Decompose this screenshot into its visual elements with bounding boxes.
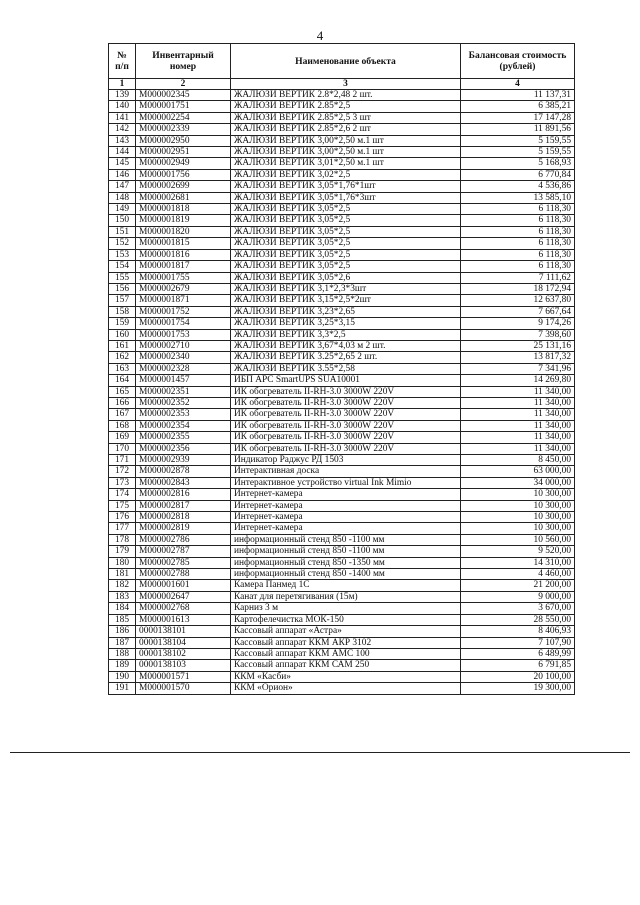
book-value-cell: 14 310,00 <box>461 557 575 568</box>
row-number-cell: 159 <box>109 318 136 329</box>
table-row <box>109 283 575 294</box>
table-row <box>109 648 575 659</box>
inventory-number-cell: М000002843 <box>136 477 231 488</box>
book-value-cell: 7 667,64 <box>461 306 575 317</box>
book-value-cell: 5 168,93 <box>461 158 575 169</box>
table-row <box>109 101 575 112</box>
table-row <box>109 272 575 283</box>
inventory-number-cell: М000002679 <box>136 283 231 294</box>
inventory-number-cell: М000002356 <box>136 443 231 454</box>
object-name-cell: ИК обогреватель II-RH-3.0 3000W 220V <box>231 386 461 397</box>
object-name-cell: Канат для перетягивания (15м) <box>231 591 461 602</box>
table-row <box>109 238 575 249</box>
inventory-number-cell: М000001570 <box>136 683 231 694</box>
object-name-cell: ЖАЛЮЗИ ВЕРТИК 2.85*2,5 <box>231 101 461 112</box>
inventory-number-cell: М000002699 <box>136 181 231 192</box>
object-name-cell: Кассовый аппарат ККМ АКР 3102 <box>231 637 461 648</box>
inventory-number-cell: М000002785 <box>136 557 231 568</box>
row-number-cell: 158 <box>109 306 136 317</box>
inventory-number-cell: М000002819 <box>136 523 231 534</box>
book-value-cell: 10 560,00 <box>461 534 575 545</box>
row-number-cell: 171 <box>109 455 136 466</box>
header-inventory-number: Инвентарный номер <box>136 44 231 79</box>
object-name-cell: ЖАЛЮЗИ ВЕРТИК 2.85*2,5 3 шт <box>231 112 461 123</box>
book-value-cell: 3 670,00 <box>461 603 575 614</box>
table-body <box>109 90 575 695</box>
book-value-cell: 10 300,00 <box>461 500 575 511</box>
page-number: 4 <box>316 28 324 43</box>
book-value-cell: 6 385,21 <box>461 101 575 112</box>
inventory-number-cell: М000001871 <box>136 295 231 306</box>
table-row <box>109 147 575 158</box>
inventory-number-cell: М000002816 <box>136 489 231 500</box>
table-row <box>109 683 575 694</box>
row-number-cell: 167 <box>109 409 136 420</box>
row-number-cell: 169 <box>109 432 136 443</box>
table-row <box>109 626 575 637</box>
object-name-cell: ИК обогреватель II-RH-3.0 3000W 220V <box>231 397 461 408</box>
object-name-cell: ЖАЛЮЗИ ВЕРТИК 2.85*2,6 2 шт <box>231 124 461 135</box>
object-name-cell: информационный стенд 850 -1100 мм <box>231 534 461 545</box>
object-name-cell: ЖАЛЮЗИ ВЕРТИК 3,05*1,76*1шт <box>231 181 461 192</box>
inventory-number-cell: М000001817 <box>136 261 231 272</box>
object-name-cell: Интернет-камера <box>231 512 461 523</box>
table-row <box>109 455 575 466</box>
object-name-cell: ЖАЛЮЗИ ВЕРТИК 3.55*2,58 <box>231 363 461 374</box>
table-row <box>109 500 575 511</box>
book-value-cell: 9 174,26 <box>461 318 575 329</box>
table-row <box>109 215 575 226</box>
table-row <box>109 352 575 363</box>
table-row <box>109 158 575 169</box>
table-row <box>109 614 575 625</box>
object-name-cell: информационный стенд 850 -1100 мм <box>231 546 461 557</box>
inventory-number-cell: М000002681 <box>136 192 231 203</box>
inventory-number-cell: М000002353 <box>136 409 231 420</box>
table-row <box>109 226 575 237</box>
table-row <box>109 386 575 397</box>
object-name-cell: ЖАЛЮЗИ ВЕРТИК 3,15*2,5*2шт <box>231 295 461 306</box>
book-value-cell: 5 159,55 <box>461 147 575 158</box>
inventory-number-cell: М000002787 <box>136 546 231 557</box>
table-row <box>109 169 575 180</box>
table-row <box>109 443 575 454</box>
row-number-cell: 153 <box>109 249 136 260</box>
book-value-cell: 17 147,28 <box>461 112 575 123</box>
book-value-cell: 11 340,00 <box>461 420 575 431</box>
row-number-cell: 177 <box>109 523 136 534</box>
column-index-3: 3 <box>231 79 461 90</box>
inventory-number-cell: М000002949 <box>136 158 231 169</box>
book-value-cell: 10 300,00 <box>461 512 575 523</box>
table-row <box>109 420 575 431</box>
object-name-cell: Кассовый аппарат «Астра» <box>231 626 461 637</box>
table-row <box>109 90 575 101</box>
inventory-number-cell: М000001755 <box>136 272 231 283</box>
row-number-cell: 166 <box>109 397 136 408</box>
row-number-cell: 184 <box>109 603 136 614</box>
book-value-cell: 11 340,00 <box>461 397 575 408</box>
row-number-cell: 144 <box>109 147 136 158</box>
row-number-cell: 145 <box>109 158 136 169</box>
row-number-cell: 172 <box>109 466 136 477</box>
inventory-number-cell: 0000138101 <box>136 626 231 637</box>
object-name-cell: ЖАЛЮЗИ ВЕРТИК 3,05*2,6 <box>231 272 461 283</box>
object-name-cell: Интерактивная доска <box>231 466 461 477</box>
inventory-number-cell: М000001752 <box>136 306 231 317</box>
book-value-cell: 6 118,30 <box>461 215 575 226</box>
row-number-cell: 179 <box>109 546 136 557</box>
row-number-cell: 162 <box>109 352 136 363</box>
book-value-cell: 6 118,30 <box>461 261 575 272</box>
table-row <box>109 591 575 602</box>
row-number-cell: 190 <box>109 671 136 682</box>
row-number-cell: 183 <box>109 591 136 602</box>
row-number-cell: 154 <box>109 261 136 272</box>
inventory-number-cell: М000002354 <box>136 420 231 431</box>
book-value-cell: 10 300,00 <box>461 489 575 500</box>
table-row <box>109 112 575 123</box>
inventory-number-cell: М000002768 <box>136 603 231 614</box>
row-number-cell: 152 <box>109 238 136 249</box>
row-number-cell: 188 <box>109 648 136 659</box>
book-value-cell: 11 891,56 <box>461 124 575 135</box>
object-name-cell: ИК обогреватель II-RH-3.0 3000W 220V <box>231 420 461 431</box>
book-value-cell: 6 791,85 <box>461 660 575 671</box>
book-value-cell: 11 340,00 <box>461 409 575 420</box>
row-number-cell: 182 <box>109 580 136 591</box>
table-row <box>109 397 575 408</box>
row-number-cell: 148 <box>109 192 136 203</box>
row-number-cell: 165 <box>109 386 136 397</box>
table-row <box>109 192 575 203</box>
object-name-cell: ИК обогреватель II-RH-3.0 3000W 220V <box>231 443 461 454</box>
inventory-number-cell: М000001613 <box>136 614 231 625</box>
inventory-number-cell: М000001756 <box>136 169 231 180</box>
object-name-cell: ЖАЛЮЗИ ВЕРТИК 3,00*2,50 м.1 шт <box>231 147 461 158</box>
row-number-cell: 178 <box>109 534 136 545</box>
row-number-cell: 170 <box>109 443 136 454</box>
header-row-number: № п/п <box>109 44 136 79</box>
table-row <box>109 295 575 306</box>
table-row <box>109 557 575 568</box>
row-number-cell: 181 <box>109 569 136 580</box>
book-value-cell: 4 536,86 <box>461 181 575 192</box>
table-row <box>109 318 575 329</box>
inventory-number-cell: М000001753 <box>136 329 231 340</box>
row-number-cell: 189 <box>109 660 136 671</box>
inventory-number-cell: М000002939 <box>136 455 231 466</box>
object-name-cell: ККМ «Касби» <box>231 671 461 682</box>
object-name-cell: ЖАЛЮЗИ ВЕРТИК 3,02*2,5 <box>231 169 461 180</box>
inventory-number-cell: М000001751 <box>136 101 231 112</box>
object-name-cell: ЖАЛЮЗИ ВЕРТИК 3,05*2,5 <box>231 226 461 237</box>
row-number-cell: 151 <box>109 226 136 237</box>
row-number-cell: 141 <box>109 112 136 123</box>
page-bottom-divider <box>10 752 630 753</box>
row-number-cell: 146 <box>109 169 136 180</box>
book-value-cell: 14 269,80 <box>461 375 575 386</box>
table-row <box>109 660 575 671</box>
book-value-cell: 6 118,30 <box>461 249 575 260</box>
row-number-cell: 139 <box>109 90 136 101</box>
book-value-cell: 20 100,00 <box>461 671 575 682</box>
object-name-cell: ЖАЛЮЗИ ВЕРТИК 3,01*2,50 м.1 шт <box>231 158 461 169</box>
column-index-1: 1 <box>109 79 136 90</box>
object-name-cell: ККМ «Орион» <box>231 683 461 694</box>
book-value-cell: 11 340,00 <box>461 386 575 397</box>
inventory-number-cell: М000002352 <box>136 397 231 408</box>
table-row <box>109 671 575 682</box>
inventory-number-cell: М000001571 <box>136 671 231 682</box>
object-name-cell: Картофелечистка МОК-150 <box>231 614 461 625</box>
book-value-cell: 5 159,55 <box>461 135 575 146</box>
object-name-cell: ЖАЛЮЗИ ВЕРТИК 3,05*2,5 <box>231 238 461 249</box>
inventory-number-cell: М000002340 <box>136 352 231 363</box>
object-name-cell: информационный стенд 850 -1350 мм <box>231 557 461 568</box>
table-row <box>109 523 575 534</box>
inventory-number-cell: М000002345 <box>136 90 231 101</box>
object-name-cell: ЖАЛЮЗИ ВЕРТИК 3,05*2,5 <box>231 249 461 260</box>
object-name-cell: ЖАЛЮЗИ ВЕРТИК 3.25*2,65 2 шт. <box>231 352 461 363</box>
inventory-number-cell: М000002254 <box>136 112 231 123</box>
table-header-row <box>109 44 575 79</box>
book-value-cell: 18 172,94 <box>461 283 575 294</box>
inventory-number-cell: М000002328 <box>136 363 231 374</box>
book-value-cell: 11 340,00 <box>461 432 575 443</box>
object-name-cell: ЖАЛЮЗИ ВЕРТИК 3,67*4,03 м 2 шт. <box>231 340 461 351</box>
book-value-cell: 25 131,16 <box>461 340 575 351</box>
table-row <box>109 329 575 340</box>
column-index-2: 2 <box>136 79 231 90</box>
row-number-cell: 180 <box>109 557 136 568</box>
table-row <box>109 363 575 374</box>
inventory-number-cell: М000002786 <box>136 534 231 545</box>
inventory-number-cell: М000002818 <box>136 512 231 523</box>
book-value-cell: 63 000,00 <box>461 466 575 477</box>
book-value-cell: 10 300,00 <box>461 523 575 534</box>
object-name-cell: Карниз 3 м <box>231 603 461 614</box>
table-row <box>109 580 575 591</box>
header-book-value: Балансовая стоимость (рублей) <box>461 44 575 79</box>
object-name-cell: Индикатор Раджус РД 1503 <box>231 455 461 466</box>
row-number-cell: 176 <box>109 512 136 523</box>
inventory-number-cell: М000002951 <box>136 147 231 158</box>
table-row <box>109 249 575 260</box>
inventory-number-cell: М000002788 <box>136 569 231 580</box>
inventory-number-cell: М000001820 <box>136 226 231 237</box>
inventory-number-cell: М000001819 <box>136 215 231 226</box>
inventory-number-cell: М000002351 <box>136 386 231 397</box>
book-value-cell: 9 000,00 <box>461 591 575 602</box>
book-value-cell: 13 817,32 <box>461 352 575 363</box>
inventory-number-cell: М000001818 <box>136 204 231 215</box>
table-row <box>109 432 575 443</box>
book-value-cell: 6 118,30 <box>461 238 575 249</box>
table-row <box>109 375 575 386</box>
table-row <box>109 569 575 580</box>
table-row <box>109 637 575 648</box>
column-index-4: 4 <box>461 79 575 90</box>
row-number-cell: 160 <box>109 329 136 340</box>
book-value-cell: 7 111,62 <box>461 272 575 283</box>
inventory-number-cell: 0000138104 <box>136 637 231 648</box>
row-number-cell: 143 <box>109 135 136 146</box>
row-number-cell: 191 <box>109 683 136 694</box>
header-object-name: Наименование объекта <box>231 44 461 79</box>
table-row <box>109 340 575 351</box>
object-name-cell: ЖАЛЮЗИ ВЕРТИК 2.8*2,48 2 шт. <box>231 90 461 101</box>
row-number-cell: 163 <box>109 363 136 374</box>
object-name-cell: ЖАЛЮЗИ ВЕРТИК 3,05*2,5 <box>231 204 461 215</box>
inventory-number-cell: М000002950 <box>136 135 231 146</box>
row-number-cell: 185 <box>109 614 136 625</box>
object-name-cell: ЖАЛЮЗИ ВЕРТИК 3,3*2,5 <box>231 329 461 340</box>
inventory-number-cell: М000001815 <box>136 238 231 249</box>
object-name-cell: ИБП APC SmartUPS SUA10001 <box>231 375 461 386</box>
object-name-cell: Кассовый аппарат ККМ АМС 100 <box>231 648 461 659</box>
inventory-table <box>108 43 575 695</box>
book-value-cell: 12 637,80 <box>461 295 575 306</box>
table-row <box>109 477 575 488</box>
book-value-cell: 7 341,96 <box>461 363 575 374</box>
book-value-cell: 6 770,84 <box>461 169 575 180</box>
table-row <box>109 512 575 523</box>
object-name-cell: ЖАЛЮЗИ ВЕРТИК 3,05*2,5 <box>231 261 461 272</box>
object-name-cell: информационный стенд 850 -1400 мм <box>231 569 461 580</box>
table-row <box>109 135 575 146</box>
row-number-cell: 174 <box>109 489 136 500</box>
inventory-number-cell: М000002339 <box>136 124 231 135</box>
book-value-cell: 6 118,30 <box>461 226 575 237</box>
object-name-cell: ИК обогреватель II-RH-3.0 3000W 220V <box>231 409 461 420</box>
object-name-cell: ЖАЛЮЗИ ВЕРТИК 3,05*2,5 <box>231 215 461 226</box>
inventory-number-cell: М000002647 <box>136 591 231 602</box>
row-number-cell: 140 <box>109 101 136 112</box>
inventory-number-cell: М000001816 <box>136 249 231 260</box>
object-name-cell: Кассовый аппарат ККМ САМ 250 <box>231 660 461 671</box>
book-value-cell: 11 137,31 <box>461 90 575 101</box>
inventory-number-cell: М000002878 <box>136 466 231 477</box>
row-number-cell: 142 <box>109 124 136 135</box>
object-name-cell: Интернет-камера <box>231 489 461 500</box>
inventory-number-cell: М000002355 <box>136 432 231 443</box>
object-name-cell: Камера Панмед 1С <box>231 580 461 591</box>
table-row <box>109 466 575 477</box>
row-number-cell: 147 <box>109 181 136 192</box>
row-number-cell: 157 <box>109 295 136 306</box>
table-column-index-row <box>109 79 575 90</box>
inventory-number-cell: 0000138102 <box>136 648 231 659</box>
book-value-cell: 8 450,00 <box>461 455 575 466</box>
book-value-cell: 7 398,60 <box>461 329 575 340</box>
row-number-cell: 186 <box>109 626 136 637</box>
object-name-cell: ЖАЛЮЗИ ВЕРТИК 3,05*1,76*3шт <box>231 192 461 203</box>
table-row <box>109 306 575 317</box>
book-value-cell: 8 406,93 <box>461 626 575 637</box>
row-number-cell: 168 <box>109 420 136 431</box>
row-number-cell: 149 <box>109 204 136 215</box>
inventory-number-cell: М000001754 <box>136 318 231 329</box>
object-name-cell: ЖАЛЮЗИ ВЕРТИК 3,00*2,50 м.1 шт <box>231 135 461 146</box>
object-name-cell: Интернет-камера <box>231 523 461 534</box>
object-name-cell: ЖАЛЮЗИ ВЕРТИК 3,25*3,15 <box>231 318 461 329</box>
book-value-cell: 6 118,30 <box>461 204 575 215</box>
table-row <box>109 409 575 420</box>
inventory-number-cell: М000002817 <box>136 500 231 511</box>
table-row <box>109 261 575 272</box>
inventory-number-cell: М000002710 <box>136 340 231 351</box>
book-value-cell: 28 550,00 <box>461 614 575 625</box>
table-row <box>109 546 575 557</box>
table-row <box>109 204 575 215</box>
row-number-cell: 164 <box>109 375 136 386</box>
object-name-cell: ЖАЛЮЗИ ВЕРТИК 3,23*2,65 <box>231 306 461 317</box>
table-row <box>109 489 575 500</box>
book-value-cell: 4 460,00 <box>461 569 575 580</box>
table-row <box>109 603 575 614</box>
table-row <box>109 181 575 192</box>
inventory-number-cell: М000001601 <box>136 580 231 591</box>
row-number-cell: 175 <box>109 500 136 511</box>
inventory-number-cell: М000001457 <box>136 375 231 386</box>
book-value-cell: 11 340,00 <box>461 443 575 454</box>
row-number-cell: 187 <box>109 637 136 648</box>
book-value-cell: 13 585,10 <box>461 192 575 203</box>
object-name-cell: Интернет-камера <box>231 500 461 511</box>
row-number-cell: 150 <box>109 215 136 226</box>
inventory-number-cell: 0000138103 <box>136 660 231 671</box>
row-number-cell: 156 <box>109 283 136 294</box>
book-value-cell: 21 200,00 <box>461 580 575 591</box>
table-row <box>109 534 575 545</box>
row-number-cell: 155 <box>109 272 136 283</box>
object-name-cell: Интерактивное устройство virtual Ink Mimio <box>231 477 461 488</box>
object-name-cell: ЖАЛЮЗИ ВЕРТИК 3,1*2,3*3шт <box>231 283 461 294</box>
object-name-cell: ИК обогреватель II-RH-3.0 3000W 220V <box>231 432 461 443</box>
book-value-cell: 34 000,00 <box>461 477 575 488</box>
book-value-cell: 9 520,00 <box>461 546 575 557</box>
book-value-cell: 7 107,90 <box>461 637 575 648</box>
table-row <box>109 124 575 135</box>
row-number-cell: 173 <box>109 477 136 488</box>
book-value-cell: 19 300,00 <box>461 683 575 694</box>
book-value-cell: 6 489,99 <box>461 648 575 659</box>
row-number-cell: 161 <box>109 340 136 351</box>
